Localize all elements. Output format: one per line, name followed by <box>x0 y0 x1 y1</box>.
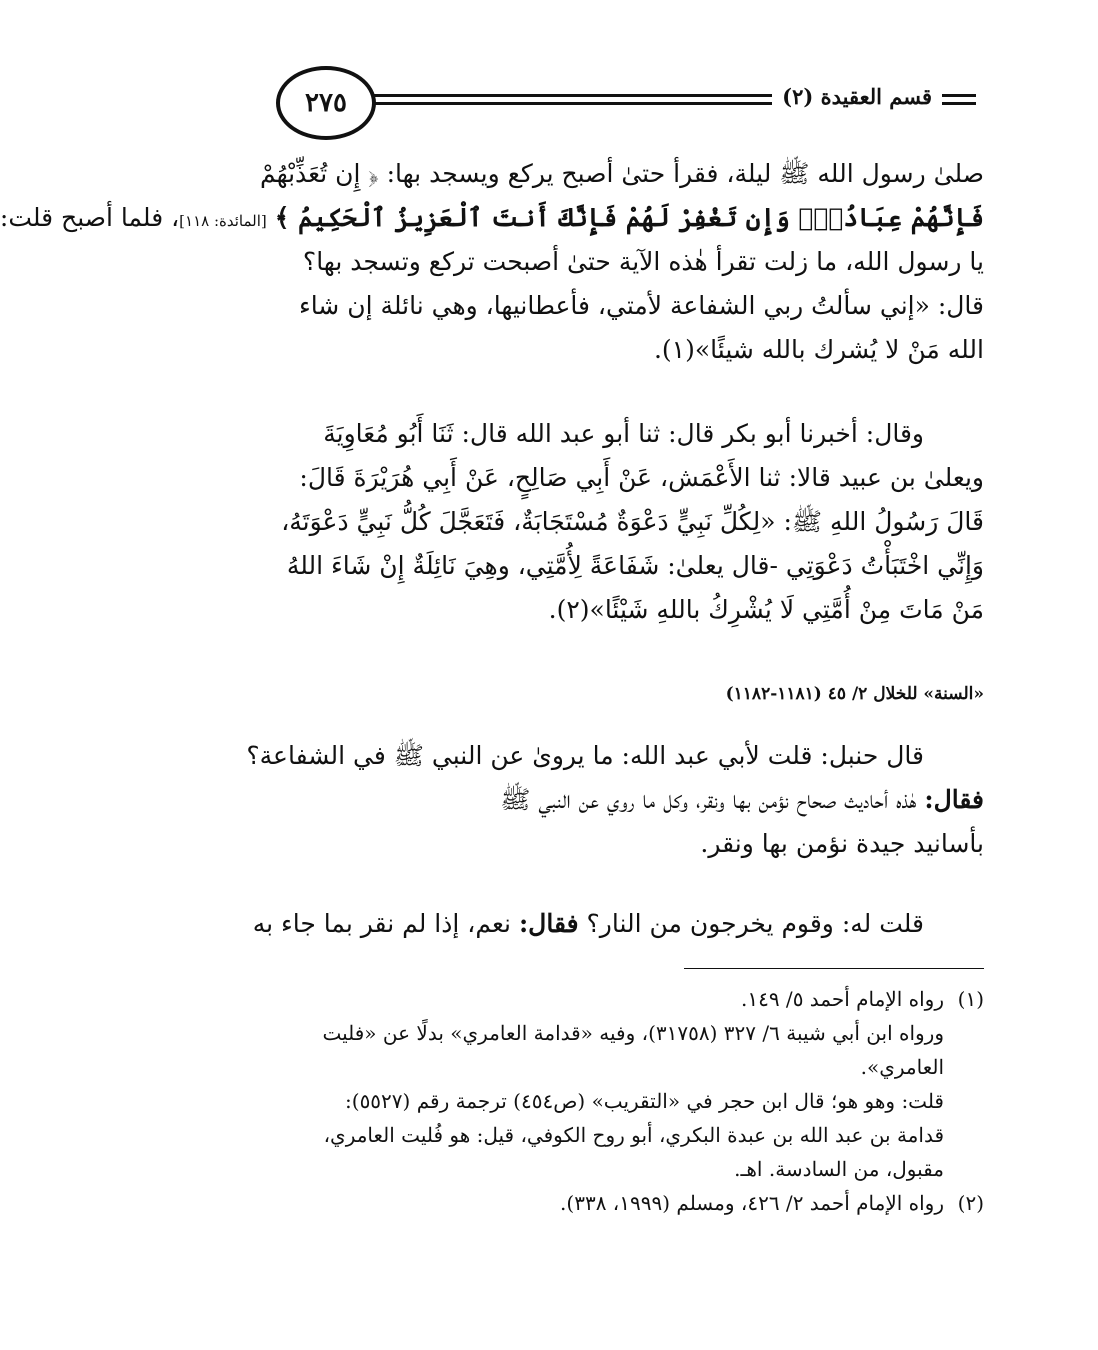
footnote-divider <box>684 968 984 969</box>
text-line <box>264 778 984 822</box>
footnote-number: (١) <box>957 987 984 1011</box>
text-line: مَنْ مَاتَ مِنْ أُمَّتِي لَا يُشْرِكُ باللهِ شَيْئًا»(٢). <box>548 595 984 624</box>
paragraph <box>264 412 984 632</box>
page-number: ٢٧٥ <box>276 66 376 140</box>
text-line: الله مَنْ لا يُشرك بالله شيئًا»(١). <box>653 335 984 364</box>
footnote-number: (٢) <box>957 1191 984 1215</box>
text: ، فلما أصبح قلت: <box>0 203 180 232</box>
footnote <box>264 1186 984 1220</box>
paragraph <box>0 152 984 394</box>
text-line: قال: «إني سألتُ ربي الشفاعة لأمتي، فأعطانيها، وهي نائلة إن شاء <box>298 291 984 320</box>
page-header <box>252 64 982 140</box>
footnote-line: ورواه ابن أبي شيبة ٦/ ٣٢٧ (٣١٧٥٨)، وفيه «قدامة العامري» بدلًا عن «فليت <box>322 1021 944 1045</box>
paragraph <box>204 902 984 946</box>
footnote-line: قلت: وهو هو؛ قال ابن حجر في «التقريب» (ص٤٥٤) ترجمة رقم (٥٥٢٧): <box>345 1089 944 1113</box>
text-line: صلىٰ رسول الله ﷺ ليلة، فقرأ حتىٰ أصبح يركع ويسجد بها: ﴿ إِن تُعَذِّبْهُمْ <box>259 159 984 188</box>
speaker-label: فقال: <box>518 909 579 938</box>
footnote-line: العامري». <box>860 1055 944 1079</box>
footnotes <box>264 982 984 1220</box>
text-line: قَالَ رَسُولُ اللهِ ﷺ: «لِكُلِّ نَبِيٍّ دَعْوَةٌ مُسْتَجَابَةٌ، فَتَعَجَّلَ كُلُّ نَبِيٍّ دَعْوَتَهُ، <box>281 507 984 536</box>
footnote-text: رواه الإمام أحمد ٢/ ٤٢٦، ومسلم (١٩٩٩، ٣٣٨). <box>560 1191 944 1215</box>
text: قلت له: وقوم يخرجون من النار؟ <box>578 909 924 938</box>
text-line: وقال: أخبرنا أبو بكر قال: ثنا أبو عبد الله قال: ثَنَا أَبُو مُعَاوِيَةَ <box>323 419 924 448</box>
text: نعم، إذا لم نقر بما جاء به <box>252 909 519 938</box>
text-line: ويعلىٰ بن عبيد قالا: ثنا الأَعْمَش، عَنْ أَبِي صَالِحٍ، عَنْ أَبِي هُرَيْرَةَ قَالَ: <box>299 463 984 492</box>
footnote-text: رواه الإمام أحمد ٥/ ١٤٩. <box>740 987 944 1011</box>
text-line: وَإِنِّي اخْتَبَأْتُ دَعْوَتِي -قال يعلىٰ: شَفَاعَةً لِأُمَّتِي، وهِيَ نَائِلَةٌ إِنْ شَاءَ اللهُ <box>286 551 984 580</box>
main-text <box>0 152 984 632</box>
paragraph <box>246 734 984 866</box>
verse-reference: [المائدة: ١١٨] <box>179 212 267 230</box>
text-line: قال حنبل: قلت لأبي عبد الله: ما يروىٰ عن النبي ﷺ في الشفاعة؟ <box>246 741 924 770</box>
text-line: يا رسول الله، ما زلت تقرأ هٰذه الآية حتىٰ أصبحت تركع وتسجد بها؟ <box>302 247 984 276</box>
quran-verse: فَإِنَّهُمْ عِبَادُكَۖ وَإِن تَغْفِرْ لَهُمْ فَإِنَّكَ أَنتَ ٱلْعَزِيزُ ٱلْحَكِيمُ ﴾ <box>274 203 984 232</box>
running-head: قسم العقيدة (٢) <box>772 84 942 109</box>
text: هٰذه أحاديث صحاح نؤمن بها ونقر، وكل ما روي عن النبي ﷺ <box>500 785 925 814</box>
text-line <box>0 196 984 240</box>
footnote-line: قدامة بن عبد الله بن عبدة البكري، أبو روح الكوفي، قيل: هو فُليت العامري، <box>323 1123 944 1147</box>
text-line: بأسانيد جيدة نؤمن بها ونقر. <box>700 829 984 858</box>
speaker-label: فقال: <box>924 785 984 814</box>
footnote-line: مقبول، من السادسة. اهـ. <box>734 1157 944 1181</box>
footnote <box>264 982 984 1016</box>
source-citation: «السنة» للخلال ٢/ ٤٥ (١١٨١-١١٨٢) <box>725 684 984 704</box>
